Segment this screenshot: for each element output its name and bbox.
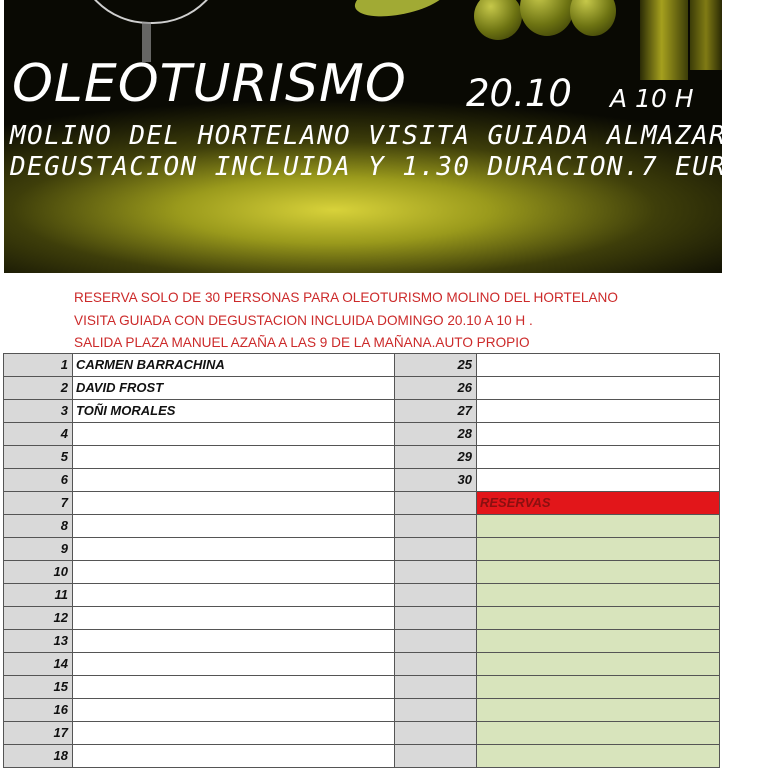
participant-name-cell[interactable] <box>477 446 720 469</box>
table-row <box>3 400 720 423</box>
reservas-cell[interactable] <box>477 607 720 630</box>
notice-line-2: VISITA GUIADA CON DEGUSTACION INCLUIDA DOMINGO 20.10 A 10 H . <box>74 312 533 328</box>
table-row <box>3 354 720 377</box>
reservas-cell[interactable] <box>477 745 720 768</box>
row-number-cell[interactable]: 17 <box>3 722 73 745</box>
empty-cell[interactable] <box>395 722 477 745</box>
row-number-cell[interactable]: 29 <box>395 446 477 469</box>
oil-bottle-image <box>640 0 688 80</box>
row-number-cell[interactable]: 6 <box>3 469 73 492</box>
table-row <box>3 699 720 722</box>
participant-name-cell[interactable] <box>73 538 395 561</box>
row-number-cell[interactable]: 5 <box>3 446 73 469</box>
reservas-header-cell[interactable]: RESERVAS <box>477 492 720 515</box>
empty-cell[interactable] <box>395 630 477 653</box>
table-row <box>3 492 720 515</box>
empty-cell[interactable] <box>395 676 477 699</box>
row-number-cell[interactable]: 2 <box>3 377 73 400</box>
table-row <box>3 607 720 630</box>
empty-cell[interactable] <box>395 653 477 676</box>
row-number-cell[interactable]: 14 <box>3 653 73 676</box>
reservas-cell[interactable] <box>477 584 720 607</box>
notice-line-1: RESERVA SOLO DE 30 PERSONAS PARA OLEOTURISMO MOLINO DEL HORTELANO <box>74 290 618 305</box>
participant-name-cell[interactable] <box>73 561 395 584</box>
empty-cell[interactable] <box>395 607 477 630</box>
row-number-cell[interactable]: 11 <box>3 584 73 607</box>
empty-cell[interactable] <box>395 699 477 722</box>
participant-name-cell[interactable] <box>73 469 395 492</box>
participant-name-cell[interactable] <box>477 423 720 446</box>
row-number-cell[interactable]: 1 <box>3 354 73 377</box>
participant-name-cell[interactable]: TOÑI MORALES <box>73 400 395 423</box>
table-row <box>3 515 720 538</box>
table-row <box>3 538 720 561</box>
row-number-cell[interactable]: 8 <box>3 515 73 538</box>
reservas-cell[interactable] <box>477 538 720 561</box>
header-banner <box>4 0 760 273</box>
table-row <box>3 676 720 699</box>
olive-leaf-image <box>352 0 452 24</box>
reservas-cell[interactable] <box>477 515 720 538</box>
empty-cell[interactable] <box>395 584 477 607</box>
row-number-cell[interactable]: 3 <box>3 400 73 423</box>
participant-name-cell[interactable] <box>73 676 395 699</box>
table-row <box>3 423 720 446</box>
row-number-cell[interactable]: 9 <box>3 538 73 561</box>
reservas-cell[interactable] <box>477 630 720 653</box>
participant-name-cell[interactable] <box>477 354 720 377</box>
banner-line-2: DEGUSTACION INCLUIDA Y 1.30 DURACION.7 EURO. <box>10 152 760 182</box>
row-number-cell[interactable]: 13 <box>3 630 73 653</box>
banner-line-1: MOLINO DEL HORTELANO VISITA GUIADA ALMAZARA <box>10 121 744 151</box>
row-number-cell[interactable]: 4 <box>3 423 73 446</box>
participant-name-cell[interactable] <box>73 607 395 630</box>
row-number-cell[interactable]: 10 <box>3 561 73 584</box>
empty-cell[interactable] <box>395 515 477 538</box>
reservas-cell[interactable] <box>477 561 720 584</box>
olive-image <box>520 0 574 36</box>
row-number-cell[interactable]: 7 <box>3 492 73 515</box>
table-row <box>3 722 720 745</box>
participant-name-cell[interactable] <box>73 515 395 538</box>
reservas-cell[interactable] <box>477 699 720 722</box>
empty-cell[interactable] <box>395 745 477 768</box>
table-row <box>3 469 720 492</box>
row-number-cell[interactable]: 25 <box>395 354 477 377</box>
oil-bottle-image <box>690 0 722 70</box>
empty-cell[interactable] <box>395 492 477 515</box>
olive-image <box>570 0 616 36</box>
table-row <box>3 446 720 469</box>
participant-name-cell[interactable] <box>73 699 395 722</box>
banner-time: A 10 H <box>610 84 694 113</box>
reservas-cell[interactable] <box>477 653 720 676</box>
empty-cell[interactable] <box>395 561 477 584</box>
reservation-sheet <box>3 353 720 763</box>
row-number-cell[interactable]: 27 <box>395 400 477 423</box>
table-row <box>3 561 720 584</box>
table-row <box>3 745 720 768</box>
row-number-cell[interactable]: 16 <box>3 699 73 722</box>
banner-date: 20.10 <box>466 72 572 115</box>
participant-name-cell[interactable]: CARMEN BARRACHINA <box>73 354 395 377</box>
row-number-cell[interactable]: 28 <box>395 423 477 446</box>
table-row <box>3 653 720 676</box>
table-row <box>3 584 720 607</box>
row-number-cell[interactable]: 15 <box>3 676 73 699</box>
participant-name-cell[interactable] <box>73 653 395 676</box>
participant-name-cell[interactable] <box>73 492 395 515</box>
participant-name-cell[interactable] <box>477 377 720 400</box>
row-number-cell[interactable]: 18 <box>3 745 73 768</box>
participant-name-cell[interactable] <box>73 745 395 768</box>
table-row <box>3 377 720 400</box>
participant-name-cell[interactable] <box>477 469 720 492</box>
table-row <box>3 630 720 653</box>
banner-title: OLEOTURISMO <box>12 54 407 114</box>
row-number-cell[interactable]: 12 <box>3 607 73 630</box>
wine-glass-image <box>74 0 228 24</box>
participant-name-cell[interactable] <box>73 584 395 607</box>
participant-name-cell[interactable] <box>477 400 720 423</box>
row-number-cell[interactable]: 30 <box>395 469 477 492</box>
olive-image <box>474 0 522 40</box>
empty-cell[interactable] <box>395 538 477 561</box>
notice-line-3: SALIDA PLAZA MANUEL AZAÑA A LAS 9 DE LA MAÑANA.AUTO PROPIO <box>74 335 530 350</box>
participant-name-cell[interactable] <box>73 722 395 745</box>
row-number-cell[interactable]: 26 <box>395 377 477 400</box>
reservation-notice <box>74 287 724 355</box>
reservas-cell[interactable] <box>477 722 720 745</box>
participant-name-cell[interactable]: DAVID FROST <box>73 377 395 400</box>
participant-name-cell[interactable] <box>73 423 395 446</box>
participant-name-cell[interactable] <box>73 446 395 469</box>
reservas-cell[interactable] <box>477 676 720 699</box>
participant-name-cell[interactable] <box>73 630 395 653</box>
